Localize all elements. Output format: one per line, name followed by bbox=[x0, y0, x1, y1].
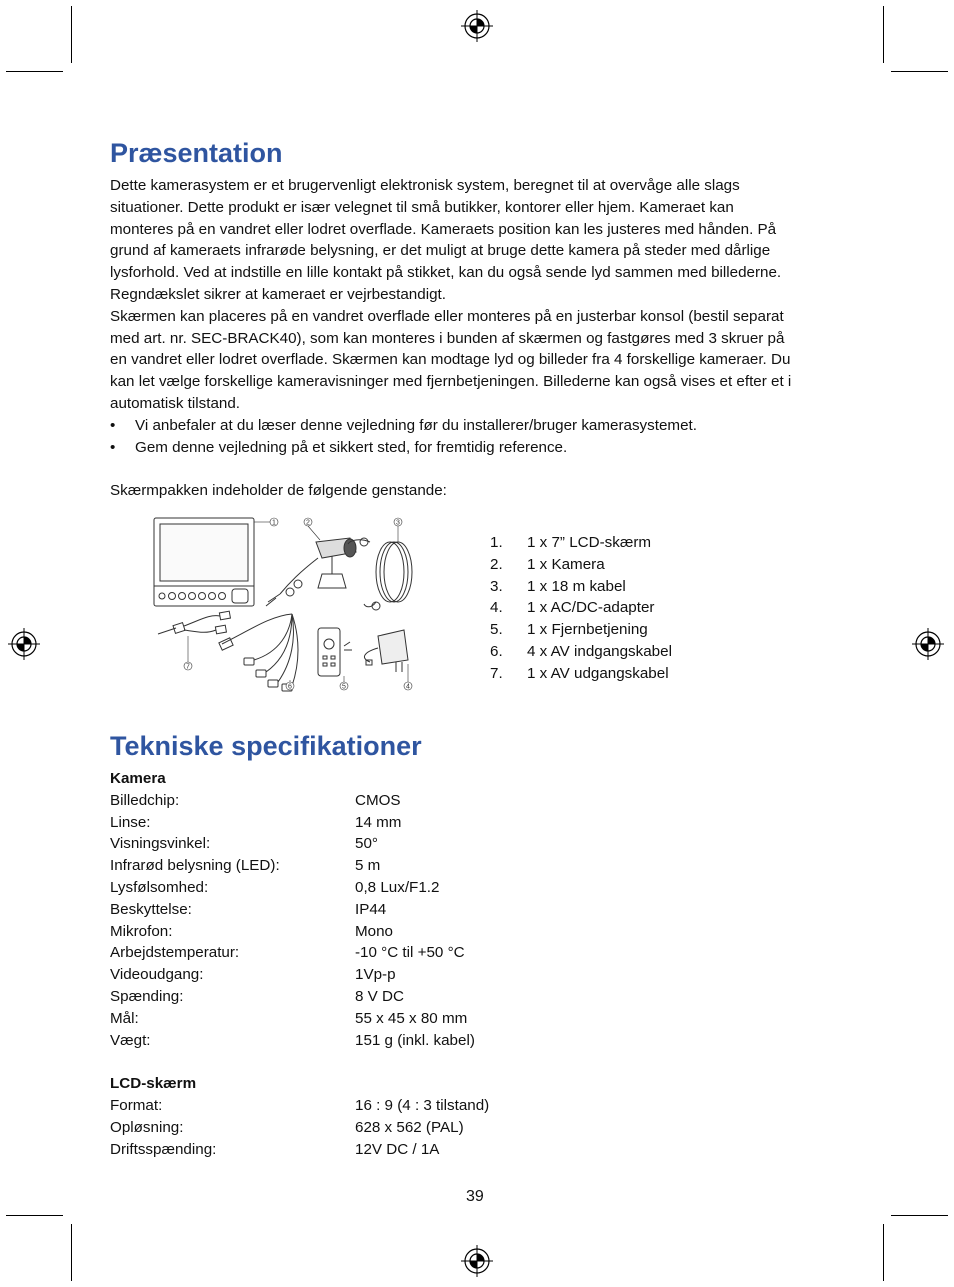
list-item bbox=[490, 576, 672, 598]
item-number: 3. bbox=[490, 577, 503, 595]
package-contents-illustration bbox=[150, 512, 425, 694]
text-line: Dette kamerasystem er et brugervenligt elektronisk system, beregnet til at overvåge alle slags bbox=[110, 177, 740, 194]
spec-row bbox=[110, 1030, 610, 1052]
item-text: 4 x AV indgangskabel bbox=[527, 642, 672, 660]
section-title-specifications: Tekniske specifikationer bbox=[110, 731, 422, 761]
crop-mark bbox=[891, 1215, 948, 1216]
list-item bbox=[490, 532, 672, 554]
page-number: 39 bbox=[466, 1188, 484, 1205]
spec-row bbox=[110, 812, 610, 834]
spec-value: 14 mm bbox=[355, 813, 402, 831]
spec-row bbox=[110, 1095, 610, 1117]
item-text: 1 x AV udgangskabel bbox=[527, 664, 669, 682]
item-number: 1. bbox=[490, 534, 503, 551]
spec-value: 1Vp-p bbox=[355, 966, 396, 984]
spec-label: Beskyttelse: bbox=[110, 900, 192, 918]
bullet-symbol: • bbox=[110, 416, 116, 434]
list-item bbox=[490, 641, 672, 663]
spec-value: 628 x 562 (PAL) bbox=[355, 1118, 464, 1136]
item-number: 5. bbox=[490, 621, 503, 639]
callout-4: 4 bbox=[406, 683, 410, 691]
callout-5: 5 bbox=[342, 683, 346, 691]
item-text: 1 x 7” LCD-skærm bbox=[527, 534, 652, 551]
spec-row bbox=[110, 921, 610, 943]
item-text: 1 x Kamera bbox=[527, 555, 605, 573]
spec-label: Mål: bbox=[110, 1009, 139, 1027]
spec-group-heading: Kamera bbox=[110, 770, 166, 787]
text-line: automatisk tilstand. bbox=[110, 394, 240, 412]
spec-value: IP44 bbox=[355, 900, 387, 918]
crop-mark bbox=[71, 1224, 72, 1281]
spec-label: Billedchip: bbox=[110, 791, 180, 809]
spec-label: Mikrofon: bbox=[110, 922, 173, 940]
text-line: kan let vælge forskellige kameravisninger med fjernbetjeningen. Billederne kan også vises et efter et i bbox=[110, 373, 792, 391]
section-title-presentation: Præsentation bbox=[110, 138, 283, 168]
intro-paragraph bbox=[110, 175, 850, 415]
item-text: 1 x 18 m kabel bbox=[527, 577, 626, 595]
lcd-monitor-illustration bbox=[154, 518, 254, 606]
bullet-list bbox=[110, 415, 850, 459]
spec-row bbox=[110, 1139, 610, 1161]
item-number: 2. bbox=[490, 555, 503, 573]
callout-2: 2 bbox=[306, 519, 310, 527]
spec-row bbox=[110, 855, 610, 877]
crop-mark bbox=[883, 6, 884, 63]
spec-label: Format: bbox=[110, 1096, 163, 1114]
text-line: Skærmen kan placeres på en vandret overflade eller monteres på en justerbar konsol (bestil separat bbox=[110, 307, 784, 325]
crop-mark bbox=[71, 6, 72, 63]
camera-illustration bbox=[266, 538, 356, 606]
spec-value: CMOS bbox=[355, 791, 401, 809]
spec-row bbox=[110, 790, 610, 812]
spec-value: -10 °C til +50 °C bbox=[355, 944, 465, 962]
crop-mark bbox=[883, 1224, 884, 1281]
list-item bbox=[490, 554, 672, 576]
spec-row bbox=[110, 986, 610, 1008]
contents-intro: Skærmpakken indeholder de følgende genstande: bbox=[110, 482, 447, 499]
item-number: 6. bbox=[490, 642, 503, 660]
text-line: med art. nr. SEC-BRACK40), som kan monteres i bunden af skærmen og fastgøres med 3 skruer på bbox=[110, 329, 785, 347]
bullet-text: Vi anbefaler at du læser denne vejledning før du installerer/bruger kamerasystemet. bbox=[135, 416, 697, 434]
av-output-cable-illustration bbox=[158, 611, 230, 634]
spec-value: 50° bbox=[355, 835, 378, 853]
spec-label: Vægt: bbox=[110, 1031, 151, 1049]
cable-coil-illustration bbox=[348, 538, 412, 610]
spacer bbox=[110, 1051, 610, 1073]
spec-value: 151 g (inkl. kabel) bbox=[355, 1031, 475, 1049]
item-text: 1 x AC/DC-adapter bbox=[527, 599, 655, 617]
spec-row bbox=[110, 942, 610, 964]
item-number: 4. bbox=[490, 599, 503, 617]
spec-label: Videoudgang: bbox=[110, 966, 204, 984]
spec-value: 5 m bbox=[355, 857, 381, 875]
registration-mark-icon bbox=[461, 10, 493, 42]
registration-mark-icon bbox=[8, 628, 40, 660]
spec-row bbox=[110, 1117, 610, 1139]
spec-row bbox=[110, 964, 610, 986]
crop-mark bbox=[6, 1215, 63, 1216]
spec-label: Visningsvinkel: bbox=[110, 835, 211, 853]
spec-value: 0,8 Lux/F1.2 bbox=[355, 878, 440, 896]
bullet-symbol: • bbox=[110, 438, 116, 456]
spec-label: Lysfølsomhed: bbox=[110, 878, 209, 896]
item-text: 1 x Fjernbetjening bbox=[527, 621, 648, 639]
item-number: 7. bbox=[490, 664, 503, 682]
spec-label: Driftsspænding: bbox=[110, 1140, 217, 1158]
crop-mark bbox=[891, 71, 948, 72]
spec-value: 55 x 45 x 80 mm bbox=[355, 1009, 468, 1027]
spec-value: Mono bbox=[355, 922, 393, 940]
spec-label: Infrarød belysning (LED): bbox=[110, 857, 280, 875]
list-item bbox=[490, 619, 672, 641]
spec-value: 12V DC / 1A bbox=[355, 1140, 440, 1158]
registration-mark-icon bbox=[912, 628, 944, 660]
spec-row bbox=[110, 1008, 610, 1030]
list-item bbox=[110, 437, 850, 459]
callout-3: 3 bbox=[396, 519, 400, 527]
text-line: Regndækslet sikrer at kameraet er vejrbestandigt. bbox=[110, 285, 446, 303]
remote-control-illustration bbox=[318, 628, 352, 676]
text-line: monteres på en vandret eller lodret overflade. Kameraets position kan les justeres med hånden. På bbox=[110, 220, 777, 238]
spec-group-heading: LCD-skærm bbox=[110, 1075, 197, 1093]
text-line: lysforhold. Ved at indstille en lille kontakt på stikket, kan du også sende lyd sammen med billederne. bbox=[110, 264, 782, 282]
spec-row bbox=[110, 899, 610, 921]
callout-7: 7 bbox=[186, 663, 190, 671]
callout-1: 1 bbox=[272, 519, 276, 527]
callout-6: 6 bbox=[288, 683, 292, 691]
text-line: en vandret eller lodret overflade. Skærmen kan modtage lyd og billeder fra 4 forskellige kameraer. Du bbox=[110, 351, 791, 369]
registration-mark-icon bbox=[461, 1245, 493, 1277]
list-item bbox=[110, 415, 850, 437]
bullet-text: Gem denne vejledning på et sikkert sted, for fremtidig reference. bbox=[135, 438, 568, 456]
list-item bbox=[490, 597, 672, 619]
spec-label: Opløsning: bbox=[110, 1118, 184, 1136]
spec-label: Arbejdstemperatur: bbox=[110, 944, 240, 962]
spec-label: Spænding: bbox=[110, 987, 184, 1005]
av-input-cable-illustration bbox=[219, 614, 298, 691]
text-line: grund af kameraets infrarøde belysning, er det muligt at bruge dette kamera på steder med dårlige bbox=[110, 242, 771, 260]
ac-dc-adapter-illustration bbox=[364, 630, 408, 672]
spec-value: 8 V DC bbox=[355, 987, 404, 1005]
list-item bbox=[490, 663, 672, 685]
spec-row bbox=[110, 877, 610, 899]
contents-list bbox=[490, 532, 672, 685]
specifications-table bbox=[110, 768, 610, 1160]
spec-label: Linse: bbox=[110, 813, 151, 831]
crop-mark bbox=[6, 71, 63, 72]
text-line: situationer. Dette produkt er især velegnet til små butikker, kontorer eller hjem. Kameraet kan bbox=[110, 198, 734, 216]
spec-value: 16 : 9 (4 : 3 tilstand) bbox=[355, 1096, 490, 1114]
spec-row bbox=[110, 833, 610, 855]
